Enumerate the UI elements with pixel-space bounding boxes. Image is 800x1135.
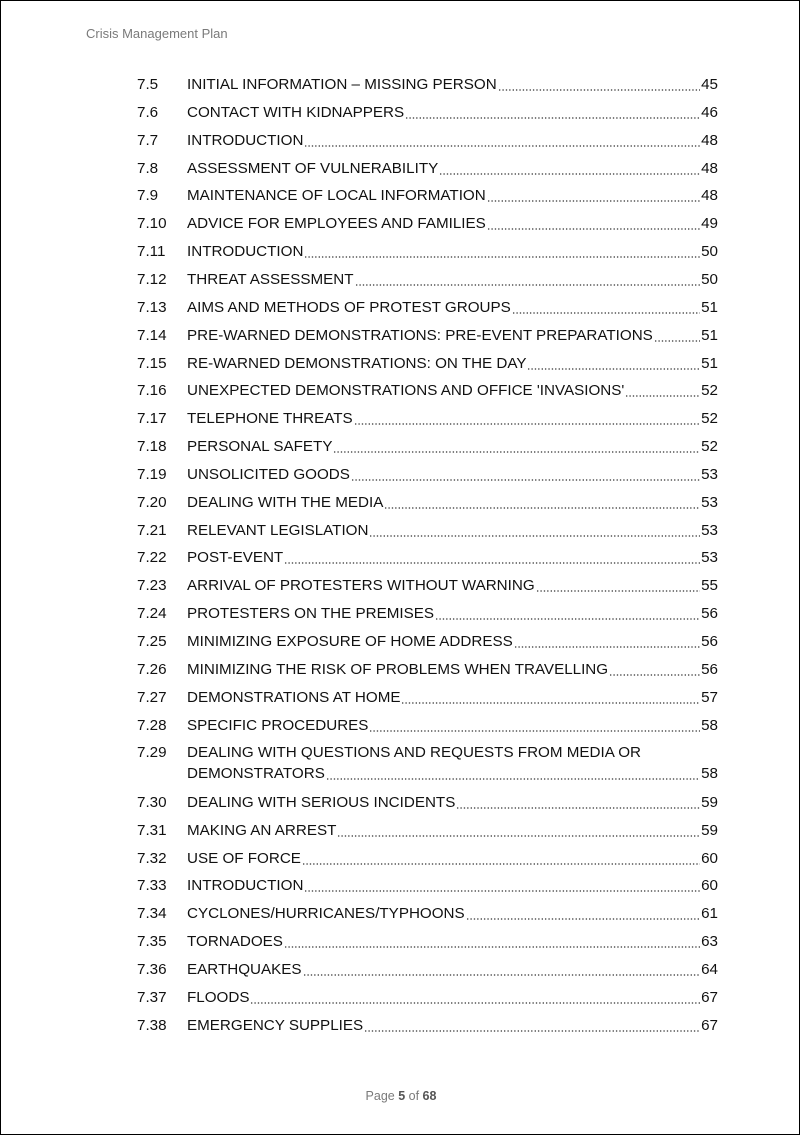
toc-section-number: 7.21 <box>137 521 167 539</box>
toc-entry <box>187 158 718 180</box>
toc-title: RE-WARNED DEMONSTRATIONS: ON THE DAY <box>187 354 527 372</box>
toc-entry <box>187 875 718 897</box>
toc-section-number: 7.6 <box>137 103 159 121</box>
toc-page-number: 64 <box>701 961 718 978</box>
toc-title: ASSESSMENT OF VULNERABILITY <box>187 159 439 177</box>
dot-leader <box>514 646 700 648</box>
toc-page-number: 56 <box>701 660 718 678</box>
toc-title: MINIMIZING THE RISK OF PROBLEMS WHEN TRAVELLING <box>187 660 609 678</box>
toc-entry <box>187 959 718 981</box>
toc-page-number: 56 <box>701 633 718 650</box>
toc-entry-line2 <box>187 763 718 785</box>
toc-title: EARTHQUAKES <box>187 961 302 978</box>
toc-section-number: 7.34 <box>137 905 167 923</box>
toc-entry <box>187 213 718 235</box>
running-header: Crisis Management Plan <box>86 26 228 41</box>
dot-leader <box>304 890 700 892</box>
toc-page-number: 61 <box>701 905 718 923</box>
toc-section-number: 7.29 <box>137 744 167 762</box>
toc-section-number: 7.18 <box>137 438 167 456</box>
toc-section-number: 7.15 <box>137 354 167 372</box>
toc-section-number: 7.17 <box>137 410 167 428</box>
footer-of: of <box>405 1089 423 1103</box>
toc-title: CYCLONES/HURRICANES/TYPHOONS <box>187 905 465 923</box>
toc-section-number: 7.20 <box>137 493 167 511</box>
toc-title: DEALING WITH THE MEDIA <box>187 493 384 511</box>
toc-page-number: 60 <box>701 877 718 895</box>
dot-leader <box>351 479 700 481</box>
toc-entry <box>187 297 718 319</box>
toc-entry <box>187 715 718 737</box>
dot-leader <box>487 228 700 230</box>
toc-page-number: 48 <box>701 159 718 177</box>
toc-title: TELEPHONE THREATS <box>187 410 353 428</box>
toc-title: INTRODUCTION <box>187 877 304 895</box>
toc-title: DEALING WITH SERIOUS INCIDENTS <box>187 793 456 811</box>
toc-page-number: 50 <box>701 270 718 288</box>
dot-leader <box>303 974 701 976</box>
dot-leader <box>512 312 700 314</box>
toc-page-number: 50 <box>701 243 718 261</box>
dot-leader <box>609 674 700 676</box>
toc-entry <box>187 185 718 207</box>
dot-leader <box>250 1002 700 1004</box>
dot-leader <box>369 535 700 537</box>
total-pages: 68 <box>422 1089 437 1103</box>
toc-section-number: 7.35 <box>137 933 167 951</box>
dot-leader <box>466 918 700 920</box>
dot-leader <box>364 1030 700 1032</box>
dot-leader <box>284 946 700 948</box>
toc-page-number: 53 <box>701 521 718 539</box>
toc-section-number: 7.25 <box>137 633 167 650</box>
footer-prefix: Page <box>365 1089 399 1103</box>
toc-entry <box>187 325 718 347</box>
toc-title: UNEXPECTED DEMONSTRATIONS AND OFFICE 'INVASIONS' <box>187 382 625 400</box>
dot-leader <box>384 507 700 509</box>
toc-page-number: 59 <box>701 821 718 839</box>
toc-title: POST-EVENT <box>187 549 284 567</box>
toc-title: THREAT ASSESSMENT <box>187 270 354 288</box>
toc-section-number: 7.32 <box>137 849 167 867</box>
dot-leader <box>304 256 700 258</box>
toc-page-number: 58 <box>701 716 718 734</box>
dot-leader <box>333 451 700 453</box>
dot-leader <box>487 200 700 202</box>
dot-leader <box>625 395 700 397</box>
toc-title: AIMS AND METHODS OF PROTEST GROUPS <box>187 298 511 316</box>
page-footer <box>1 1089 800 1103</box>
toc-title: USE OF FORCE <box>187 849 301 867</box>
dot-leader <box>439 173 700 175</box>
dot-leader <box>654 340 700 342</box>
toc-page-number: 55 <box>701 577 718 595</box>
toc-page-number: 53 <box>701 465 718 483</box>
dot-leader <box>284 562 700 564</box>
toc-entry <box>187 380 718 402</box>
toc-title-continued: DEMONSTRATORS <box>187 765 325 783</box>
toc-section-number: 7.19 <box>137 465 167 483</box>
toc-title: FLOODS <box>187 988 250 1006</box>
toc-title: EMERGENCY SUPPLIES <box>187 1016 364 1034</box>
dot-leader <box>405 117 700 119</box>
toc-entry <box>187 792 718 814</box>
toc-page-number: 67 <box>701 988 718 1006</box>
toc-page-number: 49 <box>701 215 718 233</box>
toc-section-number: 7.36 <box>137 961 167 978</box>
toc-section-number: 7.33 <box>137 877 167 895</box>
dot-leader <box>326 778 700 780</box>
toc-section-number: 7.22 <box>137 549 167 567</box>
toc-entry <box>187 520 718 542</box>
toc-section-number: 7.11 <box>137 243 166 261</box>
dot-leader <box>355 284 701 286</box>
toc-entry-line1 <box>187 742 718 764</box>
toc-title: INTRODUCTION <box>187 243 304 261</box>
toc-title: SPECIFIC PROCEDURES <box>187 716 369 734</box>
toc-entry <box>187 353 718 375</box>
toc-title: DEALING WITH QUESTIONS AND REQUESTS FROM MEDIA OR <box>187 744 641 762</box>
toc-title: PERSONAL SAFETY <box>187 438 333 456</box>
toc-entry <box>187 903 718 925</box>
toc-entry <box>187 130 718 152</box>
toc-entry <box>187 687 718 709</box>
toc-page-number: 59 <box>701 793 718 811</box>
toc-page-number: 51 <box>701 354 718 372</box>
toc-page-number: 52 <box>701 382 718 400</box>
current-page-number: 5 <box>398 1089 406 1103</box>
toc-title: MINIMIZING EXPOSURE OF HOME ADDRESS <box>187 633 513 650</box>
toc-title: TORNADOES <box>187 933 283 951</box>
toc-entry <box>187 269 718 291</box>
toc-section-number: 7.23 <box>137 577 167 595</box>
toc-section-number: 7.7 <box>137 131 159 149</box>
toc-section-number: 7.26 <box>137 660 167 678</box>
toc-section-number: 7.16 <box>137 382 167 400</box>
toc-section-number: 7.9 <box>137 187 159 205</box>
toc-title: ADVICE FOR EMPLOYEES AND FAMILIES <box>187 215 486 233</box>
toc-section-number: 7.12 <box>137 270 167 288</box>
toc-section-number: 7.10 <box>137 215 167 233</box>
toc-title: ARRIVAL OF PROTESTERS WITHOUT WARNING <box>187 577 535 595</box>
dot-leader <box>304 145 700 147</box>
toc-section-number: 7.8 <box>137 159 159 177</box>
toc-page-number: 46 <box>701 103 718 121</box>
toc-title: UNSOLICITED GOODS <box>187 465 350 483</box>
toc-page-number: 58 <box>701 765 718 783</box>
toc-entry <box>187 659 718 681</box>
toc-title: PRE-WARNED DEMONSTRATIONS: PRE-EVENT PREPARATIONS <box>187 326 653 344</box>
toc-entry <box>187 547 718 569</box>
toc-entry <box>187 987 718 1009</box>
toc-page-number: 51 <box>701 326 718 344</box>
toc-section-number: 7.28 <box>137 716 167 734</box>
toc-page-number: 63 <box>701 933 718 951</box>
toc-entry <box>187 820 718 842</box>
toc-page-number: 53 <box>701 493 718 511</box>
toc-entry <box>187 464 718 486</box>
toc-entry <box>187 1015 718 1037</box>
toc-entry <box>187 102 718 124</box>
dot-leader <box>456 807 700 809</box>
toc-title: PROTESTERS ON THE PREMISES <box>187 605 434 623</box>
toc-section-number: 7.5 <box>137 76 159 93</box>
toc-page-number: 51 <box>701 298 718 316</box>
toc-page-number: 48 <box>701 131 718 149</box>
dot-leader <box>498 89 700 91</box>
toc-section-number: 7.27 <box>137 688 167 706</box>
toc-page-number: 57 <box>701 688 718 706</box>
toc-section-number: 7.37 <box>137 988 167 1006</box>
toc-section-number: 7.31 <box>137 821 167 839</box>
toc-page-number: 52 <box>701 438 718 456</box>
toc-section-number: 7.38 <box>137 1016 167 1034</box>
toc-title: MAINTENANCE OF LOCAL INFORMATION <box>187 187 486 205</box>
toc-page-number: 48 <box>701 187 718 205</box>
toc-page-number: 52 <box>701 410 718 428</box>
dot-leader <box>527 368 700 370</box>
toc-page-number: 53 <box>701 549 718 567</box>
toc-section-number: 7.14 <box>137 326 167 344</box>
toc-entry <box>187 74 718 96</box>
dot-leader <box>337 835 700 837</box>
toc-title: RELEVANT LEGISLATION <box>187 521 369 539</box>
toc-entry <box>187 408 718 430</box>
toc-entry <box>187 436 718 458</box>
toc-entry <box>187 631 718 653</box>
toc-page-number: 60 <box>701 849 718 867</box>
dot-leader <box>354 423 700 425</box>
dot-leader <box>369 730 700 732</box>
toc-title: INTRODUCTION <box>187 131 304 149</box>
toc-entry <box>187 603 718 625</box>
dot-leader <box>536 590 700 592</box>
toc-title: INITIAL INFORMATION – MISSING PERSON <box>187 76 497 93</box>
toc-entry <box>187 931 718 953</box>
toc-page-number: 45 <box>701 76 718 93</box>
toc-entry <box>187 575 718 597</box>
dot-leader <box>435 618 700 620</box>
toc-entry <box>187 848 718 870</box>
toc-entry <box>187 492 718 514</box>
toc-entry <box>187 241 718 263</box>
dot-leader <box>302 863 700 865</box>
toc-page-number: 67 <box>701 1016 718 1034</box>
toc-title: CONTACT WITH KIDNAPPERS <box>187 103 405 121</box>
toc-title: MAKING AN ARREST <box>187 821 337 839</box>
toc-page-number: 56 <box>701 605 718 623</box>
toc-section-number: 7.30 <box>137 793 167 811</box>
toc-title: DEMONSTRATIONS AT HOME <box>187 688 401 706</box>
toc-section-number: 7.13 <box>137 298 167 316</box>
dot-leader <box>401 702 700 704</box>
toc-section-number: 7.24 <box>137 605 167 623</box>
